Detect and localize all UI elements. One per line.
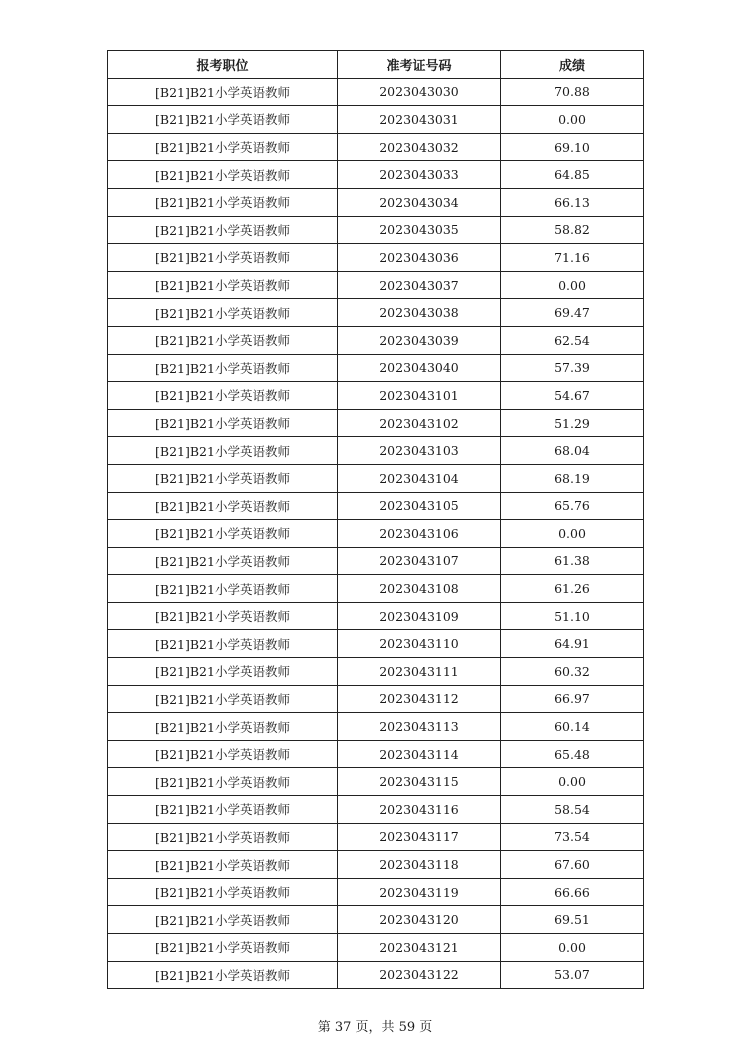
- cell-exam-id: 2023043031: [338, 106, 501, 134]
- table-row: [108, 906, 644, 934]
- cell-score: 65.76: [501, 492, 644, 520]
- cell-score: 66.13: [501, 188, 644, 216]
- table-row: [108, 382, 644, 410]
- cell-score: 69.47: [501, 299, 644, 327]
- cell-score: 0.00: [501, 934, 644, 962]
- cell-exam-id: 2023043115: [338, 768, 501, 796]
- cell-exam-id: 2023043110: [338, 630, 501, 658]
- table-row: [108, 934, 644, 962]
- cell-exam-id: 2023043122: [338, 961, 501, 989]
- cell-exam-id: 2023043037: [338, 271, 501, 299]
- cell-score: 51.29: [501, 409, 644, 437]
- cell-score: 54.67: [501, 382, 644, 410]
- cell-exam-id: 2023043119: [338, 878, 501, 906]
- cell-position: [B21]B21小学英语教师: [108, 106, 338, 134]
- table-row: [108, 244, 644, 272]
- cell-score: 68.19: [501, 464, 644, 492]
- cell-score: 64.85: [501, 161, 644, 189]
- cell-score: 69.10: [501, 133, 644, 161]
- table-row: [108, 271, 644, 299]
- cell-exam-id: 2023043104: [338, 464, 501, 492]
- cell-exam-id: 2023043040: [338, 354, 501, 382]
- table-row: [108, 602, 644, 630]
- cell-position: [B21]B21小学英语教师: [108, 851, 338, 879]
- cell-position: [B21]B21小学英语教师: [108, 602, 338, 630]
- table-row: [108, 492, 644, 520]
- cell-exam-id: 2023043114: [338, 740, 501, 768]
- table-row: [108, 768, 644, 796]
- table-row: [108, 464, 644, 492]
- cell-exam-id: 2023043116: [338, 796, 501, 824]
- cell-position: [B21]B21小学英语教师: [108, 409, 338, 437]
- cell-score: 0.00: [501, 520, 644, 548]
- table-row: [108, 409, 644, 437]
- cell-position: [B21]B21小学英语教师: [108, 326, 338, 354]
- table-row: [108, 299, 644, 327]
- cell-score: 65.48: [501, 740, 644, 768]
- cell-position: [B21]B21小学英语教师: [108, 271, 338, 299]
- cell-position: [B21]B21小学英语教师: [108, 382, 338, 410]
- cell-position: [B21]B21小学英语教师: [108, 78, 338, 106]
- cell-position: [B21]B21小学英语教师: [108, 575, 338, 603]
- cell-exam-id: 2023043038: [338, 299, 501, 327]
- cell-position: [B21]B21小学英语教师: [108, 823, 338, 851]
- cell-score: 0.00: [501, 106, 644, 134]
- cell-score: 71.16: [501, 244, 644, 272]
- cell-score: 51.10: [501, 602, 644, 630]
- cell-exam-id: 2023043113: [338, 713, 501, 741]
- cell-score: 58.54: [501, 796, 644, 824]
- cell-score: 60.14: [501, 713, 644, 741]
- cell-score: 73.54: [501, 823, 644, 851]
- cell-position: [B21]B21小学英语教师: [108, 244, 338, 272]
- cell-exam-id: 2023043032: [338, 133, 501, 161]
- cell-score: 62.54: [501, 326, 644, 354]
- cell-position: [B21]B21小学英语教师: [108, 740, 338, 768]
- header-position: 报考职位: [108, 51, 338, 79]
- cell-exam-id: 2023043112: [338, 685, 501, 713]
- cell-position: [B21]B21小学英语教师: [108, 133, 338, 161]
- table-row: [108, 823, 644, 851]
- cell-position: [B21]B21小学英语教师: [108, 492, 338, 520]
- table-row: [108, 961, 644, 989]
- cell-exam-id: 2023043121: [338, 934, 501, 962]
- cell-position: [B21]B21小学英语教师: [108, 934, 338, 962]
- cell-position: [B21]B21小学英语教师: [108, 464, 338, 492]
- cell-position: [B21]B21小学英语教师: [108, 630, 338, 658]
- table-row: [108, 740, 644, 768]
- cell-position: [B21]B21小学英语教师: [108, 768, 338, 796]
- cell-score: 57.39: [501, 354, 644, 382]
- cell-score: 61.38: [501, 547, 644, 575]
- table-body: [108, 78, 644, 989]
- cell-score: 69.51: [501, 906, 644, 934]
- cell-position: [B21]B21小学英语教师: [108, 658, 338, 686]
- cell-position: [B21]B21小学英语教师: [108, 188, 338, 216]
- cell-exam-id: 2023043107: [338, 547, 501, 575]
- cell-exam-id: 2023043039: [338, 326, 501, 354]
- cell-position: [B21]B21小学英语教师: [108, 299, 338, 327]
- cell-position: [B21]B21小学英语教师: [108, 878, 338, 906]
- score-table: [107, 50, 644, 989]
- table-row: [108, 326, 644, 354]
- table-row: [108, 216, 644, 244]
- cell-exam-id: 2023043120: [338, 906, 501, 934]
- cell-exam-id: 2023043117: [338, 823, 501, 851]
- table-row: [108, 354, 644, 382]
- cell-exam-id: 2023043109: [338, 602, 501, 630]
- header-score: 成绩: [501, 51, 644, 79]
- table-row: [108, 78, 644, 106]
- cell-score: 61.26: [501, 575, 644, 603]
- cell-score: 58.82: [501, 216, 644, 244]
- cell-position: [B21]B21小学英语教师: [108, 906, 338, 934]
- table-row: [108, 713, 644, 741]
- table-row: [108, 878, 644, 906]
- table-row: [108, 188, 644, 216]
- cell-exam-id: 2023043030: [338, 78, 501, 106]
- cell-score: 0.00: [501, 271, 644, 299]
- cell-exam-id: 2023043106: [338, 520, 501, 548]
- cell-position: [B21]B21小学英语教师: [108, 796, 338, 824]
- table-row: [108, 161, 644, 189]
- cell-position: [B21]B21小学英语教师: [108, 520, 338, 548]
- cell-score: 68.04: [501, 437, 644, 465]
- cell-score: 67.60: [501, 851, 644, 879]
- table-row: [108, 520, 644, 548]
- table-row: [108, 658, 644, 686]
- cell-score: 66.97: [501, 685, 644, 713]
- header-exam-id: 准考证号码: [338, 51, 501, 79]
- cell-position: [B21]B21小学英语教师: [108, 437, 338, 465]
- cell-score: 66.66: [501, 878, 644, 906]
- table-row: [108, 106, 644, 134]
- cell-exam-id: 2023043034: [338, 188, 501, 216]
- cell-exam-id: 2023043033: [338, 161, 501, 189]
- table-row: [108, 796, 644, 824]
- cell-exam-id: 2023043036: [338, 244, 501, 272]
- table-row: [108, 685, 644, 713]
- cell-exam-id: 2023043102: [338, 409, 501, 437]
- table-header: [108, 51, 644, 79]
- cell-score: 0.00: [501, 768, 644, 796]
- cell-position: [B21]B21小学英语教师: [108, 161, 338, 189]
- cell-position: [B21]B21小学英语教师: [108, 961, 338, 989]
- table-row: [108, 630, 644, 658]
- table-row: [108, 851, 644, 879]
- cell-exam-id: 2023043118: [338, 851, 501, 879]
- table-row: [108, 133, 644, 161]
- cell-position: [B21]B21小学英语教师: [108, 354, 338, 382]
- cell-score: 70.88: [501, 78, 644, 106]
- cell-exam-id: 2023043111: [338, 658, 501, 686]
- cell-exam-id: 2023043101: [338, 382, 501, 410]
- cell-exam-id: 2023043105: [338, 492, 501, 520]
- cell-position: [B21]B21小学英语教师: [108, 685, 338, 713]
- cell-position: [B21]B21小学英语教师: [108, 713, 338, 741]
- cell-score: 64.91: [501, 630, 644, 658]
- header-row: [108, 51, 644, 79]
- page-number: 第 37 页，共 59 页: [317, 1020, 433, 1035]
- cell-score: 60.32: [501, 658, 644, 686]
- cell-position: [B21]B21小学英语教师: [108, 547, 338, 575]
- table-row: [108, 437, 644, 465]
- cell-exam-id: 2023043108: [338, 575, 501, 603]
- table-row: [108, 547, 644, 575]
- cell-score: 53.07: [501, 961, 644, 989]
- cell-exam-id: 2023043035: [338, 216, 501, 244]
- cell-exam-id: 2023043103: [338, 437, 501, 465]
- table-row: [108, 575, 644, 603]
- cell-position: [B21]B21小学英语教师: [108, 216, 338, 244]
